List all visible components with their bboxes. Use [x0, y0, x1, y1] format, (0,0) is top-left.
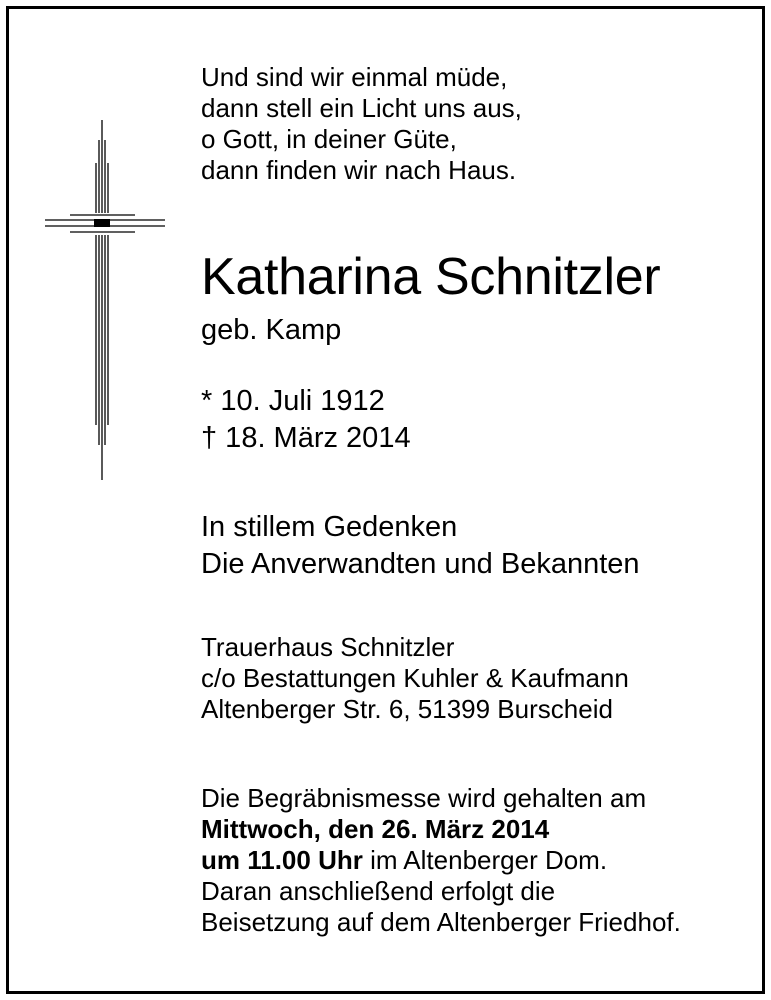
service-place: im Altenberger Dom.	[362, 845, 608, 875]
maiden-name: geb. Kamp	[201, 314, 342, 346]
death-date: † 18. März 2014	[201, 422, 411, 454]
verse	[201, 62, 522, 186]
mourning-address	[201, 632, 629, 725]
mourners-line-2: Die Anverwandten und Bekannten	[201, 548, 640, 580]
birth-date: * 10. Juli 1912	[201, 385, 385, 417]
cross-icon	[40, 115, 170, 485]
verse-line-3: o Gott, in deiner Güte,	[201, 124, 457, 154]
service-time-place	[201, 845, 681, 876]
service-intro: Die Begräbnismesse wird gehalten am	[201, 783, 647, 813]
funeral-service-info	[201, 783, 681, 938]
verse-line-4: dann finden wir nach Haus.	[201, 155, 517, 185]
verse-line-2: dann stell ein Licht uns aus,	[201, 93, 522, 123]
deceased-name: Katharina Schnitzler	[201, 248, 661, 306]
service-followup-2: Beisetzung auf dem Altenberger Friedhof.	[201, 907, 681, 937]
life-dates	[201, 383, 411, 457]
service-date: Mittwoch, den 26. März 2014	[201, 814, 550, 844]
mourners	[201, 509, 640, 583]
mourners-line-1: In stillem Gedenken	[201, 511, 458, 543]
address-line-3: Altenberger Str. 6, 51399 Burscheid	[201, 694, 613, 724]
service-followup-1: Daran anschließend erfolgt die	[201, 876, 556, 906]
verse-line-1: Und sind wir einmal müde,	[201, 62, 508, 92]
address-line-2: c/o Bestattungen Kuhler & Kaufmann	[201, 663, 629, 693]
address-line-1: Trauerhaus Schnitzler	[201, 632, 455, 662]
service-time: um 11.00 Uhr	[201, 845, 363, 875]
